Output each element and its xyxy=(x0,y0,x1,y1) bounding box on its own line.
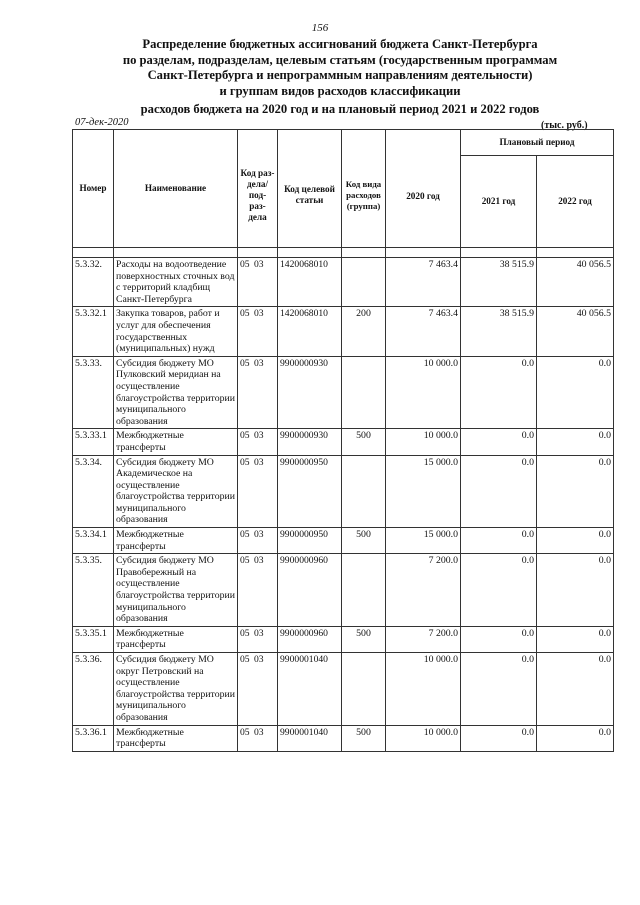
section-code: 05 xyxy=(240,357,250,369)
row-name: Субсидия бюджету МО Академическое на осуществление благоустройства территории муниципального образования xyxy=(114,455,238,528)
row-number: 5.3.33.1 xyxy=(73,429,114,455)
title-line: Санкт-Петербурга и непрограммным направлениям деятельности) xyxy=(147,68,533,83)
row-amount-2020: 10 000.0 xyxy=(386,356,461,429)
row-amount-2021: 0.0 xyxy=(461,356,537,429)
row-target-code: 9900001040 xyxy=(278,725,342,751)
budget-table xyxy=(72,129,614,752)
row-target-code: 1420068010 xyxy=(278,307,342,356)
row-amount-2020: 15 000.0 xyxy=(386,455,461,528)
row-amount-2020: 15 000.0 xyxy=(386,528,461,554)
row-amount-2021: 0.0 xyxy=(461,554,537,627)
table-row xyxy=(73,554,614,627)
subsection-code: 03 xyxy=(254,357,264,369)
row-amount-2021: 0.0 xyxy=(461,455,537,528)
row-target-code: 9900000960 xyxy=(278,554,342,627)
subsection-code: 03 xyxy=(254,726,264,738)
row-amount-2020: 7 200.0 xyxy=(386,554,461,627)
row-section-code xyxy=(238,429,278,455)
row-number: 5.3.34. xyxy=(73,455,114,528)
row-name: Субсидия бюджету МО округ Петровский на осуществление благоустройства территории муниципального образования xyxy=(114,653,238,726)
table-row xyxy=(73,653,614,726)
row-target-code: 9900000950 xyxy=(278,455,342,528)
row-name: Субсидия бюджету МО Правобережный на осуществление благоустройства территории муниципального образования xyxy=(114,554,238,627)
section-code: 05 xyxy=(240,456,250,468)
row-amount-2021: 0.0 xyxy=(461,528,537,554)
header-expense-type-code: Код вида расходов (группа) xyxy=(342,130,386,248)
row-expense-type xyxy=(342,653,386,726)
row-number: 5.3.32.1 xyxy=(73,307,114,356)
row-amount-2022: 0.0 xyxy=(537,626,614,652)
page-number: 156 xyxy=(311,22,329,34)
row-expense-type: 500 xyxy=(342,429,386,455)
row-expense-type xyxy=(342,554,386,627)
header-2022: 2022 год xyxy=(537,156,614,248)
table-row xyxy=(73,528,614,554)
row-section-code xyxy=(238,626,278,652)
row-number: 5.3.34.1 xyxy=(73,528,114,554)
section-code: 05 xyxy=(240,555,250,567)
header-section-code: Код раз- дела/ под- раз- дела xyxy=(238,130,278,248)
section-code: 05 xyxy=(240,430,250,442)
section-code: 05 xyxy=(240,654,250,665)
row-amount-2020: 7 463.4 xyxy=(386,307,461,356)
row-expense-type xyxy=(342,455,386,528)
title-line: расходов бюджета на 2020 год и на плановый период 2021 и 2022 годов xyxy=(140,102,540,117)
header-planned-period: Плановый период xyxy=(461,130,614,156)
table-row xyxy=(73,307,614,356)
row-number: 5.3.35. xyxy=(73,554,114,627)
row-section-code xyxy=(238,653,278,726)
row-name: Межбюджетные трансферты xyxy=(114,528,238,554)
row-amount-2021: 0.0 xyxy=(461,725,537,751)
row-number: 5.3.32. xyxy=(73,258,114,307)
row-section-code xyxy=(238,725,278,751)
row-name: Межбюджетные трансферты xyxy=(114,725,238,751)
row-amount-2020: 10 000.0 xyxy=(386,725,461,751)
row-number: 5.3.36. xyxy=(73,653,114,726)
row-name: Межбюджетные трансферты xyxy=(114,626,238,652)
row-number: 5.3.36.1 xyxy=(73,725,114,751)
row-amount-2022: 0.0 xyxy=(537,554,614,627)
row-section-code xyxy=(238,554,278,627)
row-amount-2022: 0.0 xyxy=(537,725,614,751)
section-code: 05 xyxy=(240,627,250,639)
table-row xyxy=(73,725,614,751)
header-name: Наименование xyxy=(114,130,238,248)
row-amount-2022: 0.0 xyxy=(537,455,614,528)
row-amount-2021: 0.0 xyxy=(461,626,537,652)
row-number: 5.3.35.1 xyxy=(73,626,114,652)
table-row xyxy=(73,258,614,307)
row-number: 5.3.33. xyxy=(73,356,114,429)
table-row xyxy=(73,626,614,652)
row-amount-2022: 0.0 xyxy=(537,356,614,429)
row-expense-type: 500 xyxy=(342,626,386,652)
row-target-code: 9900000930 xyxy=(278,429,342,455)
row-name: Межбюджетные трансферты xyxy=(114,429,238,455)
section-code: 05 xyxy=(240,308,250,320)
row-target-code: 9900000930 xyxy=(278,356,342,429)
row-amount-2020: 10 000.0 xyxy=(386,653,461,726)
row-section-code xyxy=(238,455,278,528)
row-amount-2022: 0.0 xyxy=(537,528,614,554)
header-2020: 2020 год xyxy=(386,130,461,248)
table-row xyxy=(73,429,614,455)
row-target-code: 9900001040 xyxy=(278,653,342,726)
title-line: и группам видов расходов классификации xyxy=(219,83,461,98)
subsection-code: 03 xyxy=(254,627,264,639)
row-section-code xyxy=(238,307,278,356)
row-amount-2022: 0.0 xyxy=(537,429,614,455)
row-expense-type: 500 xyxy=(342,725,386,751)
table-row xyxy=(73,356,614,429)
units-label: (тыс. руб.) xyxy=(541,120,588,131)
row-amount-2022: 40 056.5 xyxy=(537,258,614,307)
title-line: по разделам, подразделам, целевым статьям (государственным программам xyxy=(122,52,558,67)
table-row xyxy=(73,455,614,528)
row-expense-type: 200 xyxy=(342,307,386,356)
row-expense-type: 500 xyxy=(342,528,386,554)
row-name: Закупка товаров, работ и услуг для обеспечения государственных (муниципальных) нужд xyxy=(114,307,238,356)
row-amount-2021: 38 515.9 xyxy=(461,258,537,307)
subsection-code: 03 xyxy=(254,529,264,541)
row-amount-2022: 40 056.5 xyxy=(537,307,614,356)
subsection-code: 03 xyxy=(254,308,264,320)
row-amount-2021: 38 515.9 xyxy=(461,307,537,356)
row-expense-type xyxy=(342,356,386,429)
table-body xyxy=(73,248,614,752)
subsection-code: 03 xyxy=(254,654,264,665)
row-target-code: 9900000950 xyxy=(278,528,342,554)
subsection-code: 03 xyxy=(254,555,264,567)
row-amount-2020: 10 000.0 xyxy=(386,429,461,455)
section-code: 05 xyxy=(240,259,250,270)
header-target-code: Код целевой статьи xyxy=(278,130,342,248)
row-amount-2022: 0.0 xyxy=(537,653,614,726)
row-name: Расходы на водоотведение поверхностных сточных вод с территорий кладбищ Санкт-Петербурга xyxy=(114,258,238,307)
document-date: 07-дек-2020 xyxy=(75,117,129,128)
subsection-code: 03 xyxy=(254,456,264,468)
document-title xyxy=(60,37,620,118)
row-amount-2020: 7 463.4 xyxy=(386,258,461,307)
row-target-code: 9900000960 xyxy=(278,626,342,652)
row-amount-2021: 0.0 xyxy=(461,429,537,455)
row-amount-2021: 0.0 xyxy=(461,653,537,726)
header-2021: 2021 год xyxy=(461,156,537,248)
row-expense-type xyxy=(342,258,386,307)
row-name: Субсидия бюджету МО Пулковский меридиан на осуществление благоустройства территории муниципального образования xyxy=(114,356,238,429)
subsection-code: 03 xyxy=(254,430,264,442)
row-amount-2020: 7 200.0 xyxy=(386,626,461,652)
section-code: 05 xyxy=(240,726,250,738)
spacer-row xyxy=(73,248,614,258)
section-code: 05 xyxy=(240,529,250,541)
header-number: Номер xyxy=(73,130,114,248)
row-target-code: 1420068010 xyxy=(278,258,342,307)
title-line: Распределение бюджетных ассигнований бюджета Санкт-Петербурга xyxy=(142,37,538,51)
row-section-code xyxy=(238,356,278,429)
row-section-code xyxy=(238,258,278,307)
subsection-code: 03 xyxy=(254,259,264,270)
row-section-code xyxy=(238,528,278,554)
